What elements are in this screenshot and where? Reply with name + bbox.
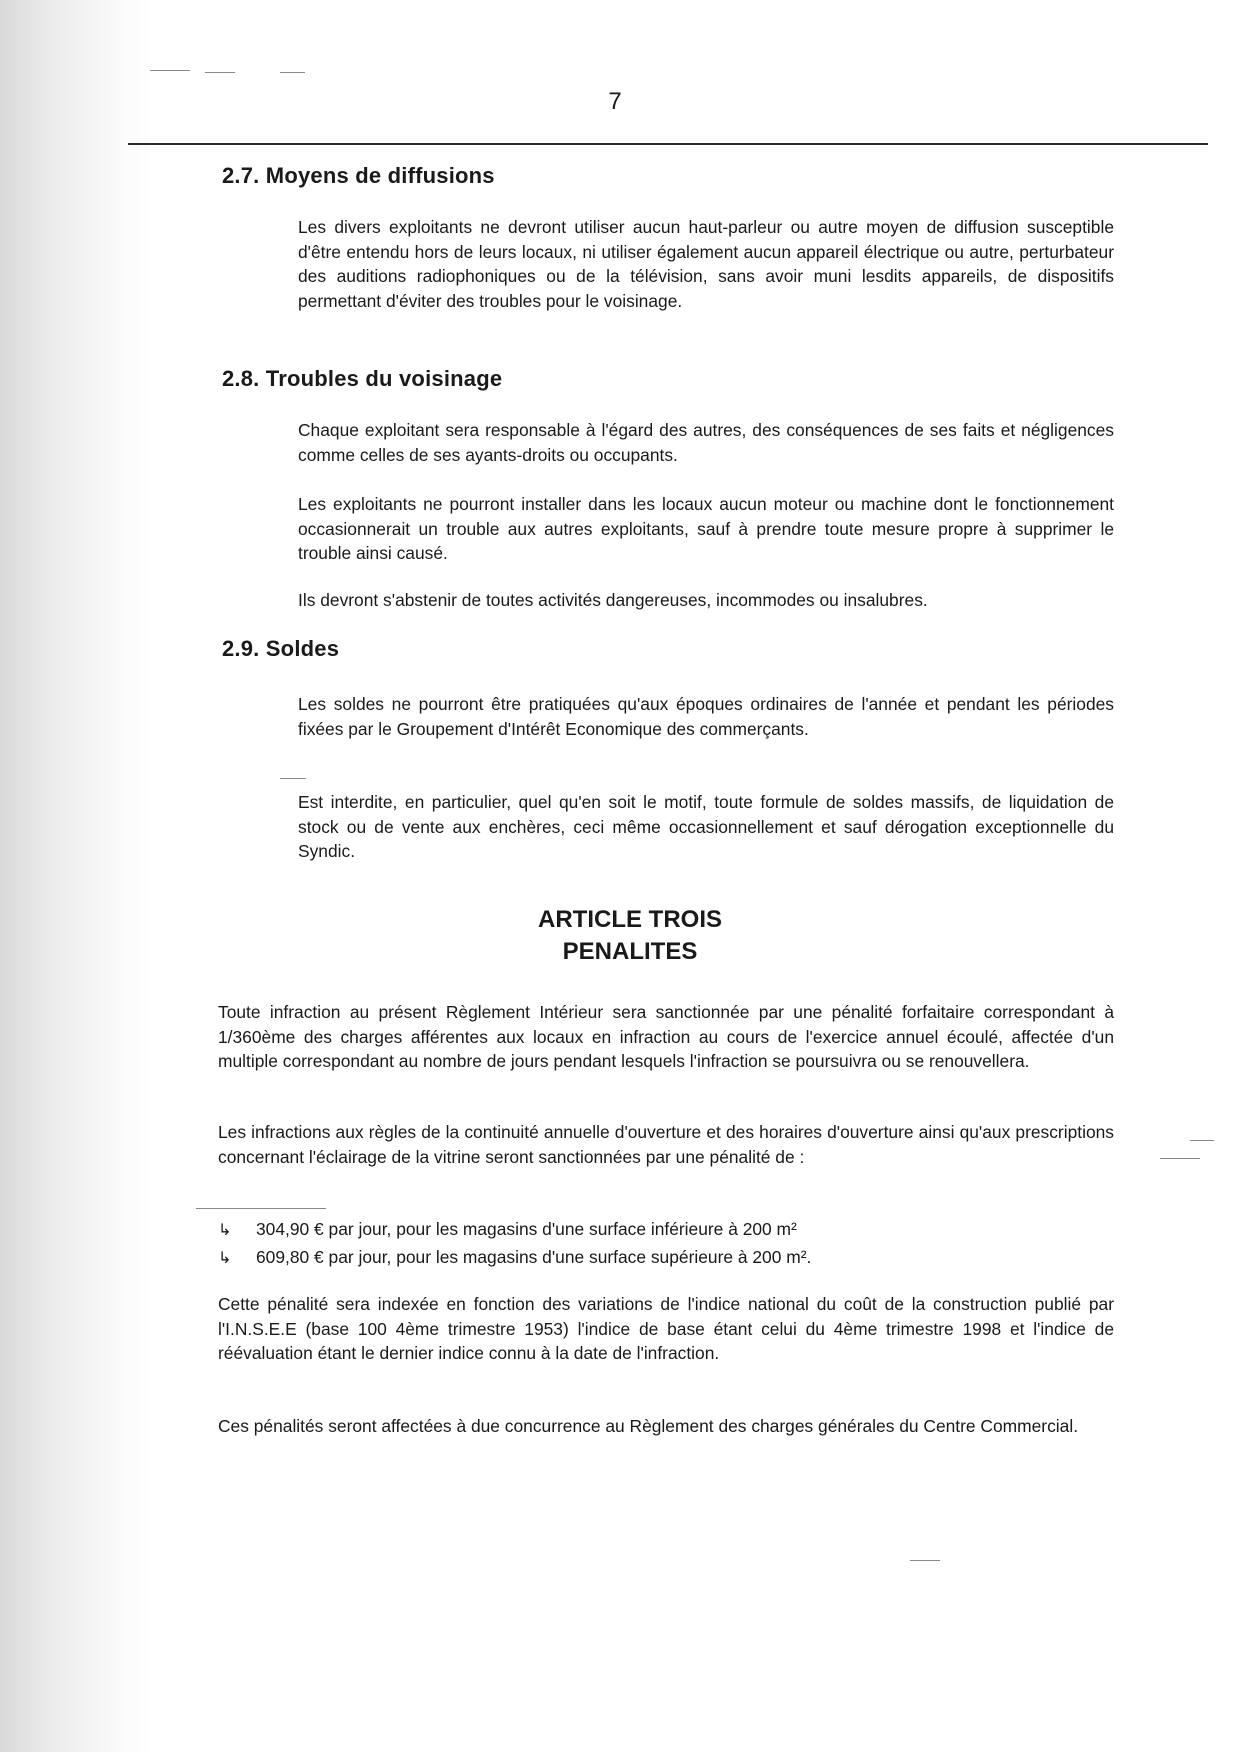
scan-speck xyxy=(910,1560,940,1561)
paragraph-2-8-3: Ils devront s'abstenir de toutes activités dangereuses, incommodes ou insalubres. xyxy=(298,590,928,610)
penalty-list xyxy=(218,1216,1118,1272)
paragraph-2-8-1: Chaque exploitant sera responsable à l'égard des autres, des conséquences de ses faits et négligences comme celles de ses ayants-droits ou occupants. xyxy=(298,420,1114,465)
scan-speck xyxy=(1160,1158,1200,1159)
article-title-line-1: ARTICLE TROIS xyxy=(538,906,722,933)
section-title-2-8: 2.8. Troubles du voisinage xyxy=(222,366,503,391)
arrow-bullet-icon: ↳ xyxy=(218,1250,232,1267)
paragraph-2-9-2: Est interdite, en particulier, quel qu'en soit le motif, toute formule de soldes massifs, de liquidation de stock ou de vente aux enchères, ceci même occasionnellement et sauf dérogation exceptionnelle du Syndic. xyxy=(298,792,1114,861)
section-title-2-9: 2.9. Soldes xyxy=(222,636,340,661)
scan-speck xyxy=(1190,1140,1214,1141)
penalty-item-2: 609,80 € par jour, pour les magasins d'une surface supérieure à 200 m². xyxy=(256,1247,812,1267)
paragraph-2-9-1: Les soldes ne pourront être pratiquées qu'aux époques ordinaires de l'année et pendant les périodes fixées par le Groupement d'Intérêt Economique des commerçants. xyxy=(298,694,1114,739)
penalty-item-1: 304,90 € par jour, pour les magasins d'une surface inférieure à 200 m² xyxy=(256,1219,797,1239)
paragraph-2-7-1: Les divers exploitants ne devront utiliser aucun haut-parleur ou autre moyen de diffusion susceptible d'être entendu hors de leurs locaux, ni utiliser également aucun appareil électrique ou autre, perturbateur des auditions radiophoniques ou de la télévision, sans avoir muni lesdits appareils, de dispositifs permettant d'éviter des troubles pour le voisinage. xyxy=(298,217,1114,311)
paragraph-2-8-2: Les exploitants ne pourront installer dans les locaux aucun moteur ou machine dont le fonctionnement occasionnerait un trouble aux autres exploitants, sauf à prendre toute mesure propre à supprimer le trouble ainsi causé. xyxy=(298,494,1114,563)
section-title-2-7: 2.7. Moyens de diffusions xyxy=(222,163,495,188)
article-paragraph-4: Ces pénalités seront affectées à due concurrence au Règlement des charges générales du Centre Commercial. xyxy=(218,1416,1079,1436)
scan-speck xyxy=(205,72,235,73)
article-title-line-2: PENALITES xyxy=(562,938,698,965)
scan-speck xyxy=(280,72,305,73)
header-rule xyxy=(128,143,1208,145)
scan-speck xyxy=(196,1208,326,1209)
article-paragraph-2: Les infractions aux règles de la continuité annuelle d'ouverture et des horaires d'ouverture ainsi qu'aux prescriptions concernant l'éclairage de la vitrine seront sanctionnées par une pénalité de : xyxy=(218,1122,1114,1167)
list-item xyxy=(218,1244,1118,1272)
list-item xyxy=(218,1216,1118,1244)
article-title xyxy=(430,904,830,968)
scan-speck xyxy=(280,778,306,779)
article-paragraph-3: Cette pénalité sera indexée en fonction des variations de l'indice national du coût de la construction publié par l'I.N.S.E.E (base 100 4ème trimestre 1953) l'indice de base étant celui du 4ème trimestre 1998 et l'indice de réévaluation étant le dernier indice connu à la date de l'infraction. xyxy=(218,1294,1114,1363)
article-paragraph-1: Toute infraction au présent Règlement Intérieur sera sanctionnée par une pénalité forfaitaire correspondant à 1/360ème des charges afférentes aux locaux en infraction au cours de l'exercice annuel écoulé, affectée d'un multiple correspondant au nombre de jours pendant lesquels l'infraction se poursuivra ou se renouvellera. xyxy=(218,1002,1114,1071)
page-number: 7 xyxy=(608,88,622,115)
arrow-bullet-icon: ↳ xyxy=(218,1222,232,1239)
scan-speck xyxy=(150,70,190,71)
